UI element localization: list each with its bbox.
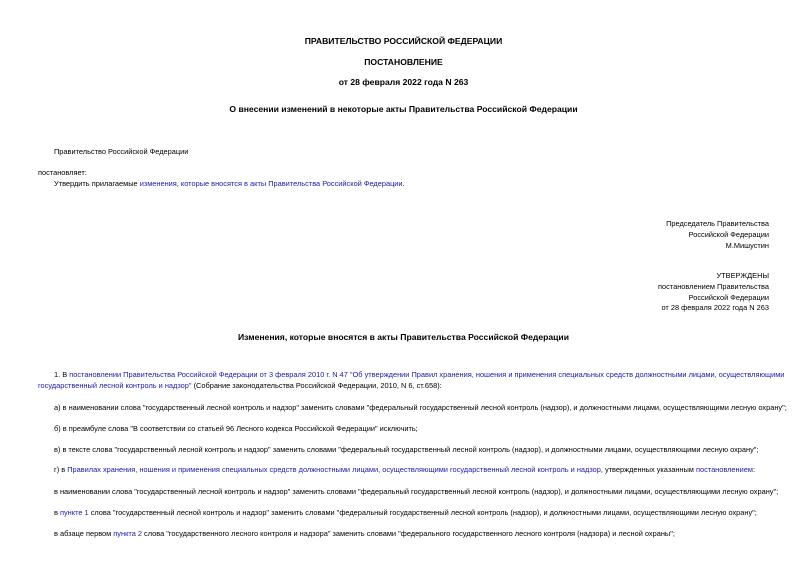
approve-suffix: . <box>402 179 405 188</box>
item-g-suffix: : <box>752 465 756 474</box>
doc-type-heading: ПОСТАНОВЛЕНИЕ <box>364 57 443 67</box>
clause-2-link[interactable]: пункта 2 <box>113 529 142 538</box>
item-g-1: в наименовании слова "государственный лесной контроль и надзор" заменить словами "федеральный государственный лесной контроль (надзор), и должностными лицами, осуществляющими лесную охрану"; <box>54 487 779 496</box>
item-1-suffix: (Собрание законодательства Российской Федерации, 2010, N 6, ст.658): <box>191 381 442 390</box>
item-g-mid: , утвержденных указанным <box>600 465 696 474</box>
changes-title: Изменения, которые вносятся в акты Правительства Российской Федерации <box>237 332 569 342</box>
signature-position: Председатель Правительства <box>666 219 769 228</box>
signature-name: М.Мишустин <box>725 241 769 250</box>
item-g2-prefix: в <box>54 508 60 517</box>
document-title: О внесении изменений в некоторые акты Правительства Российской Федерации <box>229 104 578 114</box>
signature-country: Российской Федерации <box>688 230 769 239</box>
item-1-line-1 <box>54 369 784 380</box>
item-1-prefix: 1. В <box>54 370 70 379</box>
item-g-prefix: г) в <box>54 465 68 474</box>
item-b: б) в преамбуле слова "В соответствии со статьей 96 Лесного кодекса Российской Федерации" исключить; <box>54 424 418 433</box>
item-g2-suffix: слова "государственный лесной контроль и надзор" заменить словами "федеральный государственный лесной контроль (надзор), и должностными лицами, осуществляющими лесную охрану"; <box>88 508 757 517</box>
resolution-short-link[interactable]: постановлением <box>695 465 753 474</box>
clause-1-link[interactable]: пункте 1 <box>59 508 89 517</box>
approved-date: от 28 февраля 2022 года N 263 <box>661 303 769 312</box>
item-a: а) в наименовании слова "государственный лесной контроль и надзор" заменить словами "федеральный государственный лесной контроль (надзор), и должностными лицами, осуществляющими лесную охрану"; <box>54 403 787 412</box>
approve-link[interactable]: изменения, которые вносятся в акты Правительства Российской Федерации <box>139 179 403 188</box>
approved-by: постановлением Правительства <box>658 282 769 291</box>
item-g3-prefix: в абзаце первом <box>54 529 114 538</box>
resolution-link-cont[interactable]: государственный лесной контроль и надзор" <box>38 381 192 390</box>
date-number-heading: от 28 февраля 2022 года N 263 <box>338 77 469 87</box>
item-v: в) в тексте слова "государственный лесной контроль и надзор" заменить словами "федеральный государственный лесной контроль (надзор), и должностными лицами, осуществляющими лесную охрану"; <box>54 445 759 454</box>
item-g-3 <box>54 528 675 539</box>
approve-paragraph <box>54 178 405 189</box>
item-g3-suffix: слова "государственного лесного контроля и надзора" заменить словами "федерального государственного лесного контроля (надзора) и лесной охраны"; <box>141 529 675 538</box>
approve-prefix: Утвердить прилагаемые <box>54 179 140 188</box>
resolution-link[interactable]: постановлении Правительства Российской Федерации от 3 февраля 2010 г. N 47 "Об утверждении Правил хранения, ношения и применения специальных средств должностными лицами, осуществляющими <box>69 370 785 379</box>
approved-country: Российской Федерации <box>688 293 769 302</box>
approved-label: УТВЕРЖДЕНЫ <box>716 271 769 280</box>
intro-text: Правительство Российской Федерации <box>54 147 189 156</box>
decides-text: постановляет: <box>38 168 87 177</box>
org-heading: ПРАВИТЕЛЬСТВО РОССИЙСКОЙ ФЕДЕРАЦИИ <box>304 36 503 46</box>
item-g-2 <box>54 507 757 518</box>
item-1-line-2 <box>38 380 442 391</box>
rules-link[interactable]: Правилах хранения, ношения и применения специальных средств должностными лицами, осуществляющими государственный лесной контроль и надзор <box>67 465 601 474</box>
item-g <box>54 464 755 475</box>
